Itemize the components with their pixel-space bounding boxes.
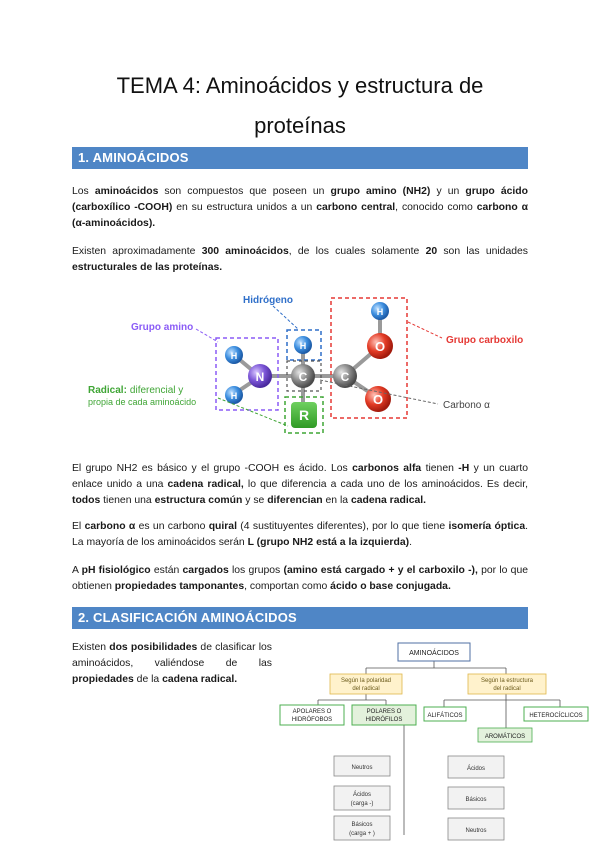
tree-acidos-l1: Ácidos [352,792,372,798]
tree-heterociclicos-label: HETEROCÍCLICOS [529,713,583,719]
atom-label-c1: C [298,370,308,384]
page-title-line-1: TEMA 4: Aminoácidos y estructura de [116,73,484,98]
tree-acidos-right-label: Ácidos [466,766,486,772]
tree-alifaticos-label: ALIFÁTICOS [427,713,463,719]
tree-polarity-l2: del radical [352,686,380,692]
section-heading-clasificacion: 2. CLASIFICACIÓN AMINOÁCIDOS [72,607,528,629]
tree-basicos-l1: Básicos [351,822,373,828]
label-radical-desc: propia de cada aminoácido [88,397,197,407]
tree-apolar-l1: APOLARES O [292,709,332,715]
tree-root-label: AMINOÁCIDOS [409,650,459,657]
atom-label-h3: H [299,341,307,351]
tree-neutros-right-label: Neutros [465,828,487,834]
tree-structure-l1: Según la estructura [480,678,534,684]
atom-label-n: N [255,370,265,384]
atom-label-h1: H [230,351,238,361]
atom-label-c2: C [340,370,350,384]
paragraph-chirality: El carbono α es un carbono quiral (4 sustituyentes diferentes), por lo que tiene isomería óptica. La mayoría de los aminoácidos serán L (grupo NH2 está a la izquierda). [72,521,528,548]
label-radical: Radical: diferencial y [88,385,184,396]
paragraph-count: Existen aproximadamente 300 aminoácidos, de los cuales solamente 20 son las unidades estructurales de las proteínas. [72,246,528,273]
tree-apolar-l2: HIDRÓFOBOS [291,717,333,723]
tree-polarity-l1: Según la polaridad [340,678,392,684]
label-grupo-carboxilo: Grupo carboxilo [446,335,524,346]
paragraph-definition: Los aminoácidos son compuestos que poseen un grupo amino (NH2) y un grupo ácido (carboxílico -COOH) en su estructura unidos a un carbono central, conocido como carbono α (α-aminoácidos). [72,186,528,229]
atom-label-o2: O [372,392,384,407]
paragraph-ph: A pH fisiológico están cargados los grupos (amino está cargado + y el carboxilo -), por lo que obtienen propiedades tamponantes, comportan como ácido o base conjugada. [72,565,529,592]
section-heading-aminoacidos: 1. AMINOÁCIDOS [72,147,528,169]
paragraph-classification: Existen dos posibilidades de clasificar los aminoácidos, valiéndose de las propiedades de la cadena radical. [72,642,272,685]
tree-polar-l1: POLARES O [366,709,402,715]
page-title-line-2: proteínas [254,113,346,138]
tree-basicos-right-label: Básicos [465,797,487,803]
label-grupo-amino: Grupo amino [131,322,194,333]
tree-structure-l2: del radical [493,686,521,692]
tree-aromaticos-label: AROMÁTICOS [484,734,526,740]
atom-label-h4: H [376,307,384,317]
atom-label-o1: O [374,339,386,354]
paragraph-groups: El grupo NH2 es básico y el grupo -COOH es ácido. Los carbonos alfa tienen -H y un cuarto enlace unido a una cadena radical, lo que diferencia a cada uno de los aminoácidos. Es decir, todos tienen una estructura común y se diferencian en la cadena radical. [72,463,529,506]
label-carbono-alfa: Carbono α [443,400,490,411]
atom-label-h2: H [230,391,238,401]
atom-label-r: R [298,407,310,423]
tree-acidos-l2: (carga -) [350,801,374,807]
tree-basicos-l2: (carga + ) [349,831,375,837]
label-hidrogeno: Hidrógeno [243,295,293,306]
tree-neutros-label: Neutros [351,765,373,771]
tree-polar-l2: HIDRÓFILOS [365,717,403,723]
